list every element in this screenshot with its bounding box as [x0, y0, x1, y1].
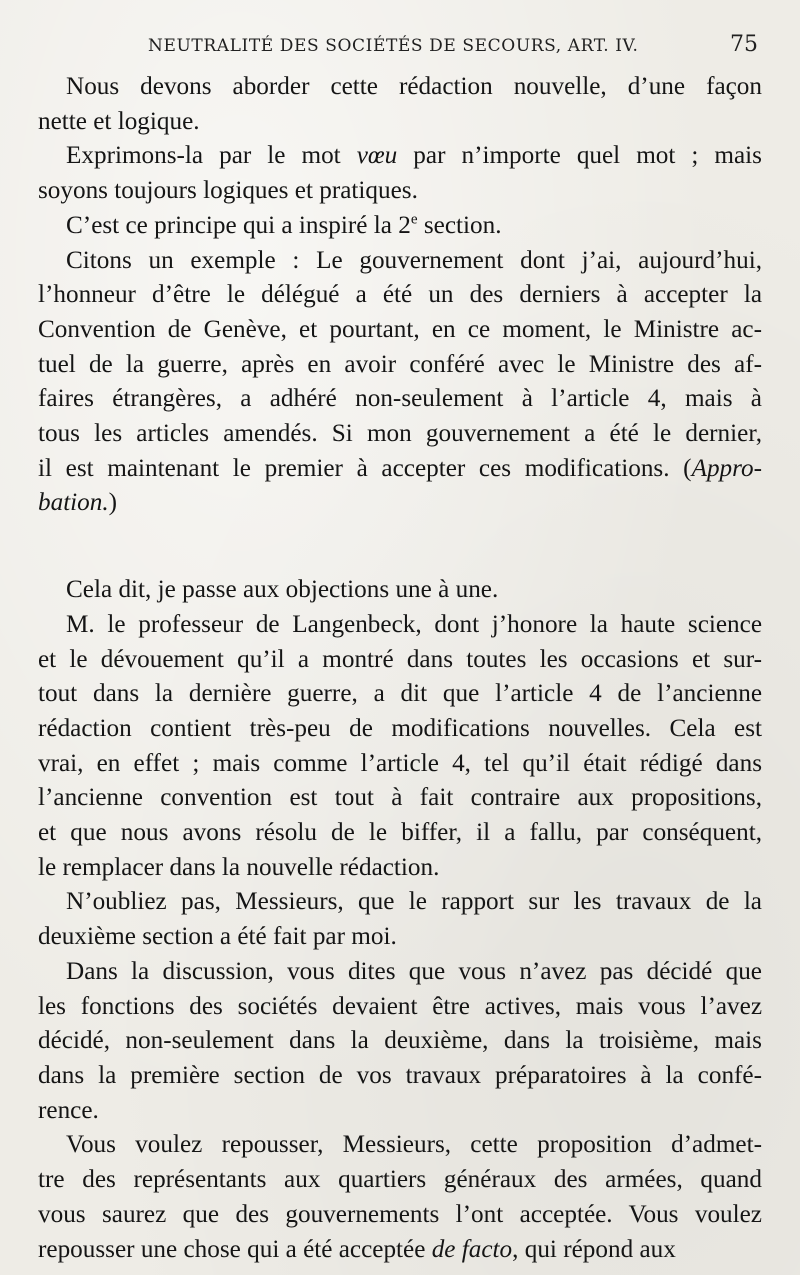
- text-line: C’est ce principe qui a inspiré la 2e section.: [66, 211, 502, 239]
- paragraph: [38, 573, 762, 608]
- text-line: rédaction contient très-peu de modifications nouvelles. Cela est: [38, 714, 762, 742]
- body-text: [38, 70, 762, 1267]
- text-line: tuel de la guerre, après en avoir conféré avec le Ministre des af-: [38, 350, 762, 378]
- text-line: vrai, en effet ; mais comme l’article 4, tel qu’il était rédigé dans: [38, 749, 762, 777]
- text-line: il est maintenant le premier à accepter ces modifications. (Appro-: [38, 454, 762, 482]
- text-line: et le dévouement qu’il a montré dans toutes les occasions et sur-: [38, 645, 762, 673]
- page-header: [0, 30, 800, 66]
- text-line: tre des représentants aux quartiers généraux des armées, quand: [38, 1166, 762, 1194]
- page-number: 75: [730, 32, 758, 57]
- text-line: soyons toujours logiques et pratiques.: [38, 177, 418, 205]
- text-line: Nous devons aborder cette rédaction nouvelle, d’une façon: [66, 73, 762, 100]
- text-line: tous les articles amendés. Si mon gouvernement a été le dernier,: [38, 420, 762, 448]
- paragraph: [38, 209, 762, 244]
- text-line: dans la première section de vos travaux préparatoires à la confé-: [38, 1061, 762, 1089]
- text-line: Citons un exemple : Le gouvernement dont j’ai, aujourd’hui,: [66, 246, 762, 274]
- text-line: deuxième section a été fait par moi.: [38, 923, 397, 951]
- text-line: bation.): [38, 489, 118, 517]
- text-line: vous saurez que des gouvernements l’ont acceptée. Vous voulez: [38, 1200, 762, 1228]
- paragraph: [38, 608, 762, 886]
- text-line: nette et logique.: [38, 107, 200, 135]
- text-line: repousser une chose qui a été acceptée de facto, qui répond aux: [38, 1235, 676, 1263]
- text-line: l’ancienne convention est tout à fait contraire aux propositions,: [38, 784, 762, 812]
- text-line: tout dans la dernière guerre, a dit que l’article 4 de l’ancienne: [38, 680, 762, 708]
- text-line: décidé, non-seulement dans la deuxième, dans la troisième, mais: [38, 1027, 762, 1055]
- text-line: les fonctions des sociétés devaient être actives, mais vous l’avez: [38, 992, 762, 1020]
- text-line: et que nous avons résolu de le biffer, il a fallu, par conséquent,: [38, 819, 762, 847]
- text-line: Exprimons-la par le mot vœu par n’importe quel mot ; mais: [66, 142, 762, 170]
- text-line: Dans la discussion, vous dites que vous n’avez pas décidé que: [66, 957, 762, 985]
- text-line: M. le professeur de Langenbeck, dont j’honore la haute science: [66, 610, 762, 638]
- paragraph: [38, 70, 762, 139]
- text-line: le remplacer dans la nouvelle rédaction.: [38, 853, 440, 881]
- text-line: l’honneur d’être le délégué a été un des derniers à accepter la: [38, 281, 762, 309]
- running-head: NEUTRALITÉ DES SOCIÉTÉS DE SECOURS, ART. IV.: [148, 36, 639, 56]
- text-line: Vous voulez repousser, Messieurs, cette proposition d’admet-: [66, 1131, 762, 1159]
- text-line: N’oubliez pas, Messieurs, que le rapport sur les travaux de la: [66, 888, 762, 916]
- paragraph: [38, 955, 762, 1129]
- text-line: faires étrangères, a adhéré non-seulement à l’article 4, mais à: [38, 385, 762, 413]
- paragraph: [38, 1128, 762, 1267]
- paragraph: [38, 139, 762, 208]
- paragraph: [38, 244, 762, 522]
- text-line: Convention de Genève, et pourtant, en ce moment, le Ministre ac-: [38, 315, 762, 343]
- text-line: Cela dit, je passe aux objections une à une.: [66, 576, 499, 604]
- text-line: rence.: [38, 1096, 99, 1124]
- paragraph: [38, 885, 762, 954]
